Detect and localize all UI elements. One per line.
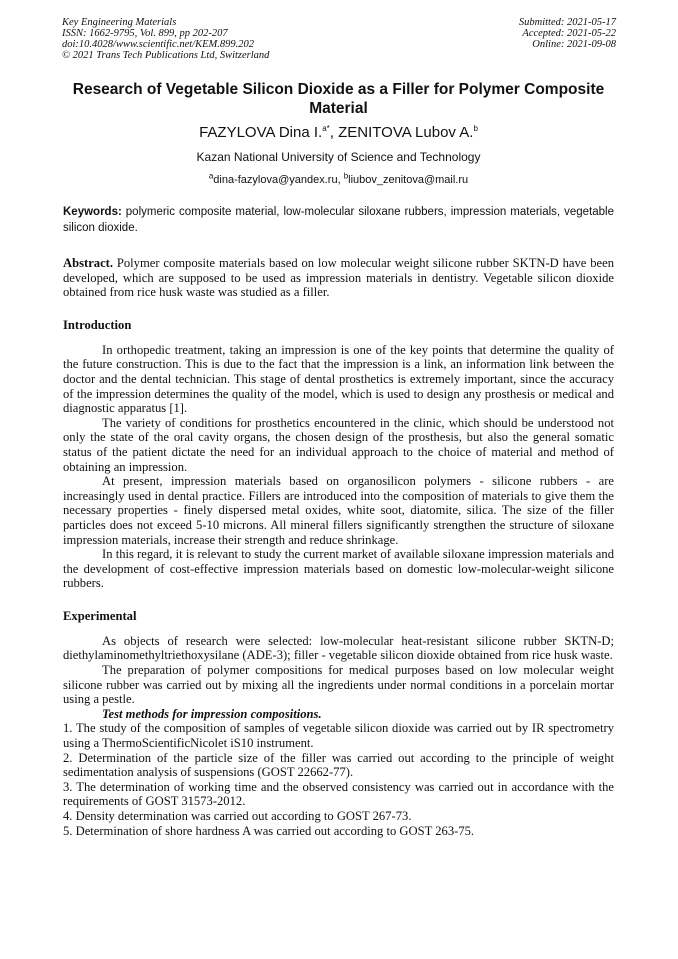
method-item: 2. Determination of the particle size of the filler was carried out according to the principle of weight sedimentation analysis of suspensions (GOST 22662-77). (63, 750, 614, 780)
abstract-label: Abstract. (63, 256, 114, 270)
keywords (63, 205, 614, 236)
intro-paragraph: The variety of conditions for prosthetics encountered in the clinic, which should be understood not only the state of the oral cavity organs, the chosen design of the prosthesis, but also the general somatic status of the patient dictate the need for an individual approach to the choice of material and method of obtaining an impression. (63, 415, 614, 474)
abstract-text: Polymer composite materials based on low molecular weight silicone rubber SKTN-D have been developed, which are supposed to be used as impression materials in dentistry. Vegetable silicon dioxide obtained from rice husk waste was studied as a filler. (63, 256, 614, 300)
dates-header (519, 17, 616, 50)
author-2-sup: b (473, 124, 478, 133)
accepted-date: Accepted: 2021-05-22 (522, 28, 616, 39)
email-b-sup: b (343, 171, 349, 181)
experimental-section (63, 634, 614, 838)
experimental-heading: Experimental (63, 608, 137, 623)
author-1-sup: a* (322, 124, 330, 133)
email-a: dina-fazylova@yandex.ru, (213, 174, 344, 186)
author-1: FAZYLOVA Dina I. (199, 124, 323, 141)
experimental-paragraph: As objects of research were selected: low-molecular heat-resistant silicone rubber SKTN-D; diethylaminomethyltriethoxysilane (ADE-3); filler - vegetable silicon dioxide obtained from rice husk waste. (63, 633, 614, 663)
keywords-text: polymeric composite material, low-molecular siloxane rubbers, impression materials, vegetable silicon dioxide. (63, 206, 614, 234)
affiliation: Kazan National University of Science and Technology (196, 150, 481, 164)
author-separator: , (329, 124, 339, 141)
experimental-paragraph: The preparation of polymer compositions for medical purposes based on low molecular weight silicone rubber was carried out by mixing all the ingredients under normal conditions in a porcelain mortar using a pestle. (63, 663, 614, 707)
doi-line: doi:10.4028/www.scientific.net/KEM.899.202 (62, 39, 254, 50)
article-body (63, 80, 614, 838)
submitted-date: Submitted: 2021-05-17 (518, 17, 616, 28)
method-item: 5. Determination of shore hardness A was carried out according to GOST 263-75. (63, 823, 475, 838)
journal-name: Key Engineering Materials (62, 17, 177, 28)
author-2: ZENITOVA Lubov A. (338, 124, 474, 141)
author-list (63, 124, 614, 142)
paper-title: Research of Vegetable Silicon Dioxide as a Filler for Polymer Composite Material (72, 81, 605, 117)
intro-paragraph: In this regard, it is relevant to study the current market of available siloxane impression materials and the development of cost-effective impression materials based on domestic low-molecular-weight silicone rubbers. (63, 547, 614, 591)
introduction-heading: Introduction (63, 317, 132, 332)
method-item: 3. The determination of working time and the observed consistency was carried out in accordance with the requirements of GOST 31573-2012. (63, 779, 614, 809)
test-methods-subheading: Test methods for impression compositions. (102, 706, 322, 721)
keywords-label: Keywords: (63, 206, 122, 218)
abstract (63, 256, 614, 300)
intro-paragraph: In orthopedic treatment, taking an impression is one of the key points that determine the quality of the future construction. This is due to the fact that the impression is a link, an information link between the doctor and the dental technician. This stage of dental prosthetics is extremely important, since the accuracy of the impression determines the quality of the model, which is used to design any prosthesis or medical and diagnostic apparatus [1]. (63, 342, 614, 416)
journal-header (62, 17, 269, 61)
copyright-line: © 2021 Trans Tech Publications Ltd, Switzerland (62, 50, 270, 61)
issn-line: ISSN: 1662-9795, Vol. 899, pp 202-207 (62, 28, 228, 39)
email-a-sup: a (208, 171, 214, 181)
introduction-section (63, 343, 614, 591)
method-item: 1. The study of the composition of samples of vegetable silicon dioxide was carried out by IR spectrometry using a ThermoScientificNicolet iS10 instrument. (63, 721, 614, 751)
method-item: 4. Density determination was carried out according to GOST 267-73. (63, 809, 412, 823)
email-b: liubov_zenitova@mail.ru (348, 174, 469, 186)
author-emails (63, 173, 614, 187)
online-date: Online: 2021-09-08 (532, 39, 616, 50)
intro-paragraph: At present, impression materials based on organosilicon polymers - silicone rubbers - are increasingly used in dental practice. Fillers are introduced into the composition of materials to give them the necessary properties - finely dispersed metal oxides, white soot, diatomite, silica. The size of the filler particles does not exceed 5-10 microns. All mineral fillers significantly strengthen the structure of siloxane impression materials, increase their strength and reduce shrinkage. (63, 474, 614, 547)
